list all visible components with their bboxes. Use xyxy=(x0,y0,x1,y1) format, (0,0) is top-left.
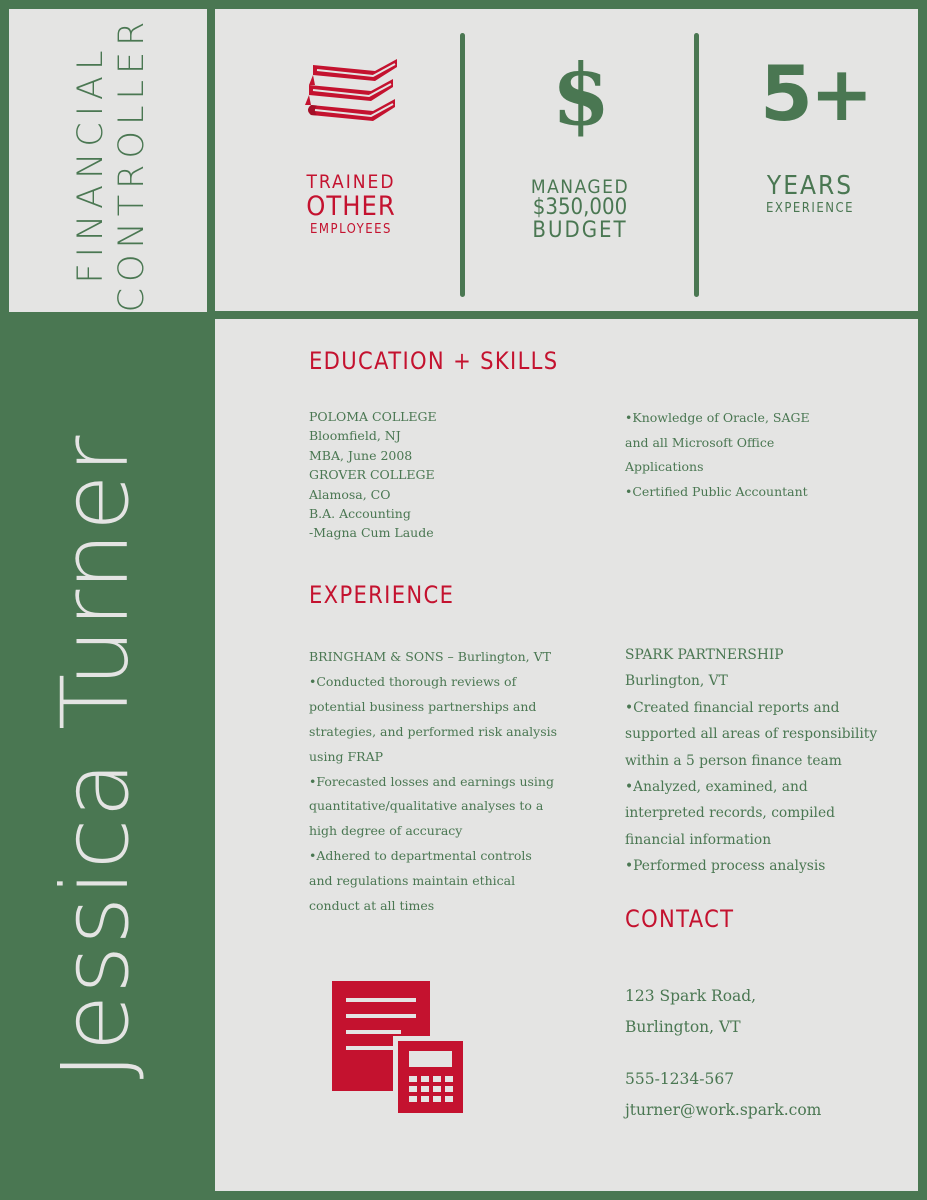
experience-line: strategies, and performed risk analysis xyxy=(309,723,558,739)
job-title-line2: CONTROLLER xyxy=(112,15,152,313)
stat-trained-line3: EMPLOYEES xyxy=(310,222,392,237)
contact-details xyxy=(625,1064,821,1126)
contact-address xyxy=(625,981,756,1043)
stat-years-line1: YEARS xyxy=(766,171,854,201)
stat-trained-line1: TRAINED xyxy=(306,171,396,193)
experience-line: BRINGHAM & SONS – Burlington, VT xyxy=(309,649,551,664)
candidate-name: Jessica Turner xyxy=(42,434,149,1080)
skills-line: Applications xyxy=(625,459,704,475)
experience-line: and regulations maintain ethical xyxy=(309,873,516,889)
calculator-document-icon xyxy=(332,981,466,1115)
contact-address-line1: 123 Spark Road, xyxy=(625,987,757,1005)
dollar-icon: $ xyxy=(551,45,611,144)
experience-line: SPARK PARTNERSHIP xyxy=(625,647,784,663)
stat-years-line2: EXPERIENCE xyxy=(765,201,855,216)
experience-line: Burlington, VT xyxy=(625,673,728,690)
books-icon xyxy=(303,49,399,139)
education-line: POLOMA COLLEGE xyxy=(309,409,437,424)
education-line: Bloomfield, NJ xyxy=(309,428,401,444)
five-plus-icon: 5+ xyxy=(760,49,871,138)
experience-line: high degree of accuracy xyxy=(309,823,463,839)
experience-list-right xyxy=(625,642,877,880)
education-line: -Magna Cum Laude xyxy=(309,525,434,541)
skills-line: •Certified Public Accountant xyxy=(625,483,808,499)
experience-line: •Analyzed, examined, and xyxy=(625,779,808,796)
stats-divider xyxy=(694,33,699,297)
stat-managed xyxy=(515,177,645,243)
contact-heading: CONTACT xyxy=(625,905,735,933)
contact-email: jturner@work.spark.com xyxy=(625,1101,822,1119)
education-line: MBA, June 2008 xyxy=(309,447,413,463)
experience-line: using FRAP xyxy=(309,748,384,764)
experience-list-left xyxy=(309,645,557,919)
experience-line: financial information xyxy=(625,831,772,848)
experience-line: •Performed process analysis xyxy=(625,858,826,875)
skills-list xyxy=(625,406,810,504)
experience-line: within a 5 person finance team xyxy=(625,752,842,769)
experience-line: interpreted records, compiled xyxy=(625,805,835,822)
contact-address-line2: Burlington, VT xyxy=(625,1018,741,1036)
experience-line: conduct at all times xyxy=(309,898,435,914)
experience-line: •Conducted thorough reviews of xyxy=(309,673,517,689)
stat-trained xyxy=(293,171,409,238)
education-line: Alamosa, CO xyxy=(309,486,391,502)
stat-years xyxy=(750,171,870,217)
stat-managed-line1: MANAGED xyxy=(530,176,630,198)
experience-line: •Adhered to departmental controls xyxy=(309,848,532,864)
experience-line: quantitative/qualitative analyses to a xyxy=(309,798,544,814)
title-panel xyxy=(9,9,207,312)
experience-line: •Created financial reports and xyxy=(625,699,840,716)
stats-divider xyxy=(460,33,465,297)
skills-line: and all Microsoft Office xyxy=(625,434,775,450)
main-panel xyxy=(215,319,918,1191)
stats-panel xyxy=(215,9,918,311)
stat-managed-line2: $350,000 xyxy=(532,195,628,220)
stat-managed-line3: BUDGET xyxy=(532,218,628,243)
skills-line: •Knowledge of Oracle, SAGE xyxy=(625,410,810,425)
contact-phone: 555-1234-567 xyxy=(625,1070,735,1088)
experience-line: supported all areas of responsibility xyxy=(625,726,878,743)
education-line: B.A. Accounting xyxy=(309,506,411,522)
experience-line: •Forecasted losses and earnings using xyxy=(309,773,554,789)
education-line: GROVER COLLEGE xyxy=(309,467,435,483)
stat-trained-line2: OTHER xyxy=(306,191,396,222)
experience-heading: EXPERIENCE xyxy=(309,581,455,609)
job-title xyxy=(71,16,153,313)
education-heading: EDUCATION + SKILLS xyxy=(309,347,559,375)
job-title-line1: FINANCIAL xyxy=(71,44,111,284)
education-list xyxy=(309,407,437,543)
experience-line: potential business partnerships and xyxy=(309,698,537,714)
